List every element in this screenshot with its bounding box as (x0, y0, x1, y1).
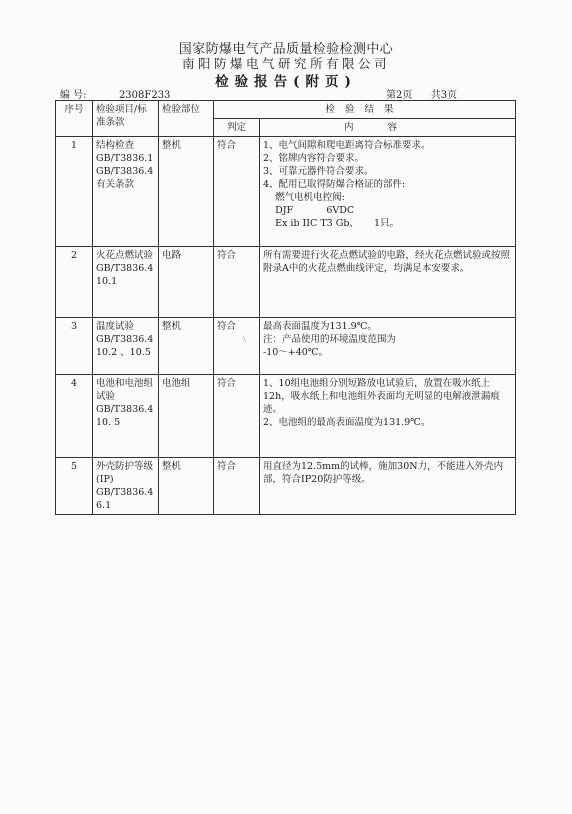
content-line: 用直径为12.5mm的试棒，施加30N力，不能进入外壳内部，符合IP20防护等级。 (263, 461, 504, 485)
header-judge: 判定 (214, 119, 260, 137)
row-content (260, 375, 516, 458)
header-part: 检验部位 (159, 101, 214, 137)
header-seq: 序号 (56, 101, 93, 137)
row-part: 整机 (159, 137, 214, 247)
row-item: 火花点燃试验 GB/T3836.4 10.1 (93, 247, 159, 318)
content-line: -10～+40℃。 (263, 347, 328, 358)
row-seq: 4 (56, 375, 93, 458)
content-line: 3、可靠元器件符合要求。 (263, 166, 374, 177)
content-line: 4、配用已取得防爆合格证的部件: (263, 179, 406, 190)
row-content (260, 247, 516, 318)
row-seq: 2 (56, 247, 93, 318)
report-number (60, 86, 170, 101)
page-current: 第2页 (386, 90, 413, 101)
table-row (56, 375, 516, 458)
report-number-label: 编 号: (60, 90, 87, 101)
page-total: 共3页 (430, 90, 458, 101)
table-row (56, 247, 516, 318)
table-row (56, 318, 516, 375)
table-row (56, 458, 516, 515)
row-part: 整机 (159, 458, 214, 515)
header-item: 检验项目/标准条款 (93, 101, 159, 137)
row-part: 电路 (159, 247, 214, 318)
row-item: 温度试验 GB/T3836.4 10.2 、10.5 (93, 318, 159, 375)
row-content (260, 137, 516, 247)
row-judge: 符合 (214, 375, 260, 458)
content-line: 1、10组电池组分别短路放电试验后，放置在吸水纸上12h，吸水纸上和电池组外表面均无明显的电解液泄漏痕迹。 (263, 378, 500, 415)
row-content (260, 458, 516, 515)
row-seq: 5 (56, 458, 93, 515)
row-seq: 3 (56, 318, 93, 375)
report-number-value: 2308F233 (118, 90, 171, 101)
org-name: 国家防爆电气产品质量检验检测中心 (178, 42, 394, 57)
content-line: 燃气电机电控阀: (263, 192, 345, 203)
header-content: 内容 (260, 119, 516, 137)
row-judge: 符合 (214, 458, 260, 515)
row-seq: 1 (56, 137, 93, 247)
row-item: 电池和电池组试验 GB/T3836.4 10. 5 (93, 375, 159, 458)
company-name: 南阳防爆电气研究所有限公司 (181, 56, 390, 71)
content-line: DJF 6VDC (263, 205, 355, 216)
document-title: 检验报告(附页) (215, 74, 357, 90)
row-content (260, 318, 516, 375)
row-item: 结构检查 GB/T3836.1 GB/T3836.4 有关条款 (93, 137, 159, 247)
content-line: 2、电池组的最高表面温度为131.9℃。 (263, 417, 431, 428)
content-line: 2、铭牌内容符合要求。 (263, 153, 365, 164)
content-line: 注：产品使用的环境温度范围为 (263, 334, 397, 345)
row-part: 电池组 (159, 375, 214, 458)
content-line: 1、电气间隙和爬电距离符合标准要求。 (263, 140, 431, 151)
row-judge: 符合 (214, 318, 260, 375)
content-line: 所有需要进行火花点燃试验的电路，经火花点燃试验或按照附录A中的火花点燃曲线评定，均满足本安要求。 (263, 250, 511, 274)
results-table (55, 100, 516, 515)
content-line: Ex ib IIC T3 Gb、 1只。 (263, 218, 400, 229)
row-item: 外壳防护等级(IP) GB/T3836.4 6.1 (93, 458, 159, 515)
row-judge: 符合 (214, 247, 260, 318)
table-row (56, 137, 516, 247)
page-indicator (386, 86, 457, 101)
content-line: 最高表面温度为131.9℃。 (263, 321, 377, 332)
header-result: 检验结果 (214, 101, 516, 119)
row-judge: 符合 (214, 137, 260, 247)
row-part: 整机 (159, 318, 214, 375)
